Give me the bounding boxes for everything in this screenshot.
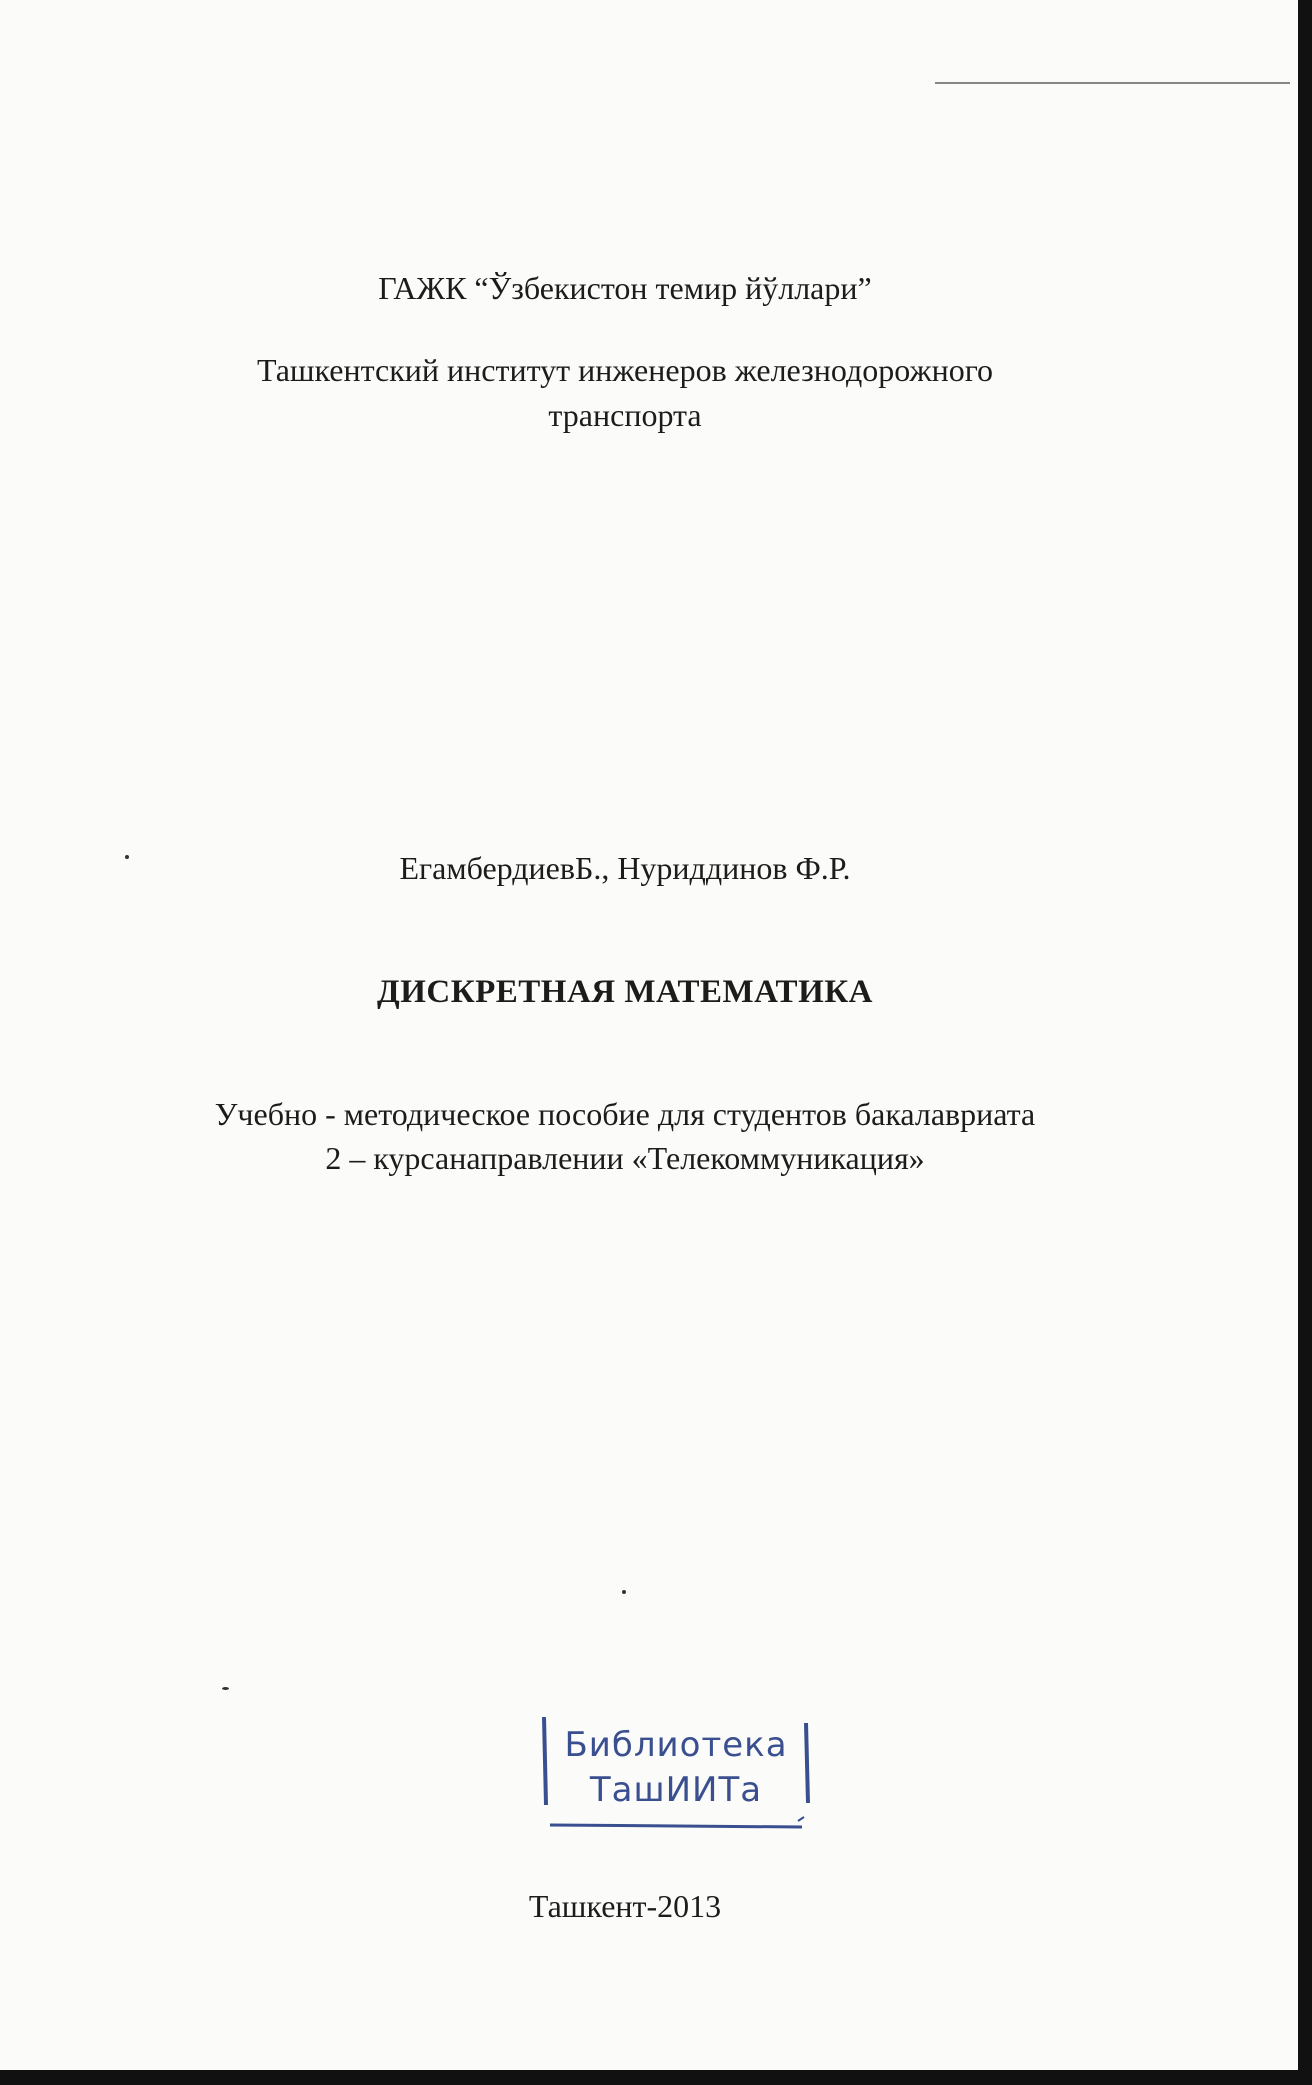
place-year: Ташкент-2013: [528, 1888, 722, 1924]
institute-name-line2: транспорта: [548, 397, 702, 433]
subtitle-line1: Учебно - методическое пособие для студентов бакалавриата: [214, 1096, 1036, 1132]
scan-border-right: [1298, 0, 1312, 2085]
stamp-text-line1: Библиотека: [564, 1725, 788, 1765]
authors: ЕгамбердиевБ., Нуриддинов Ф.Р.: [399, 850, 851, 886]
organization-name: ГАЖК “Ўзбекистон темир йўллари”: [378, 270, 872, 306]
scan-border-bottom: [0, 2070, 1312, 2085]
stamp-frame: [540, 1705, 812, 1830]
book-title: ДИСКРЕТНАЯ МАТЕМАТИКА: [376, 974, 873, 1010]
library-stamp: [540, 1705, 812, 1830]
institute-name-line1: Ташкентский институт инженеров железнодорожного: [256, 352, 994, 388]
scan-artifact-line: [935, 82, 1290, 84]
scan-speck: [622, 1590, 626, 1594]
scan-speck: [222, 1687, 229, 1690]
scan-speck: [125, 855, 129, 859]
stamp-text-line2: ТашИИТа: [589, 1770, 763, 1810]
subtitle-line2: 2 – курсанаправлении «Телекоммуникация»: [325, 1140, 925, 1176]
